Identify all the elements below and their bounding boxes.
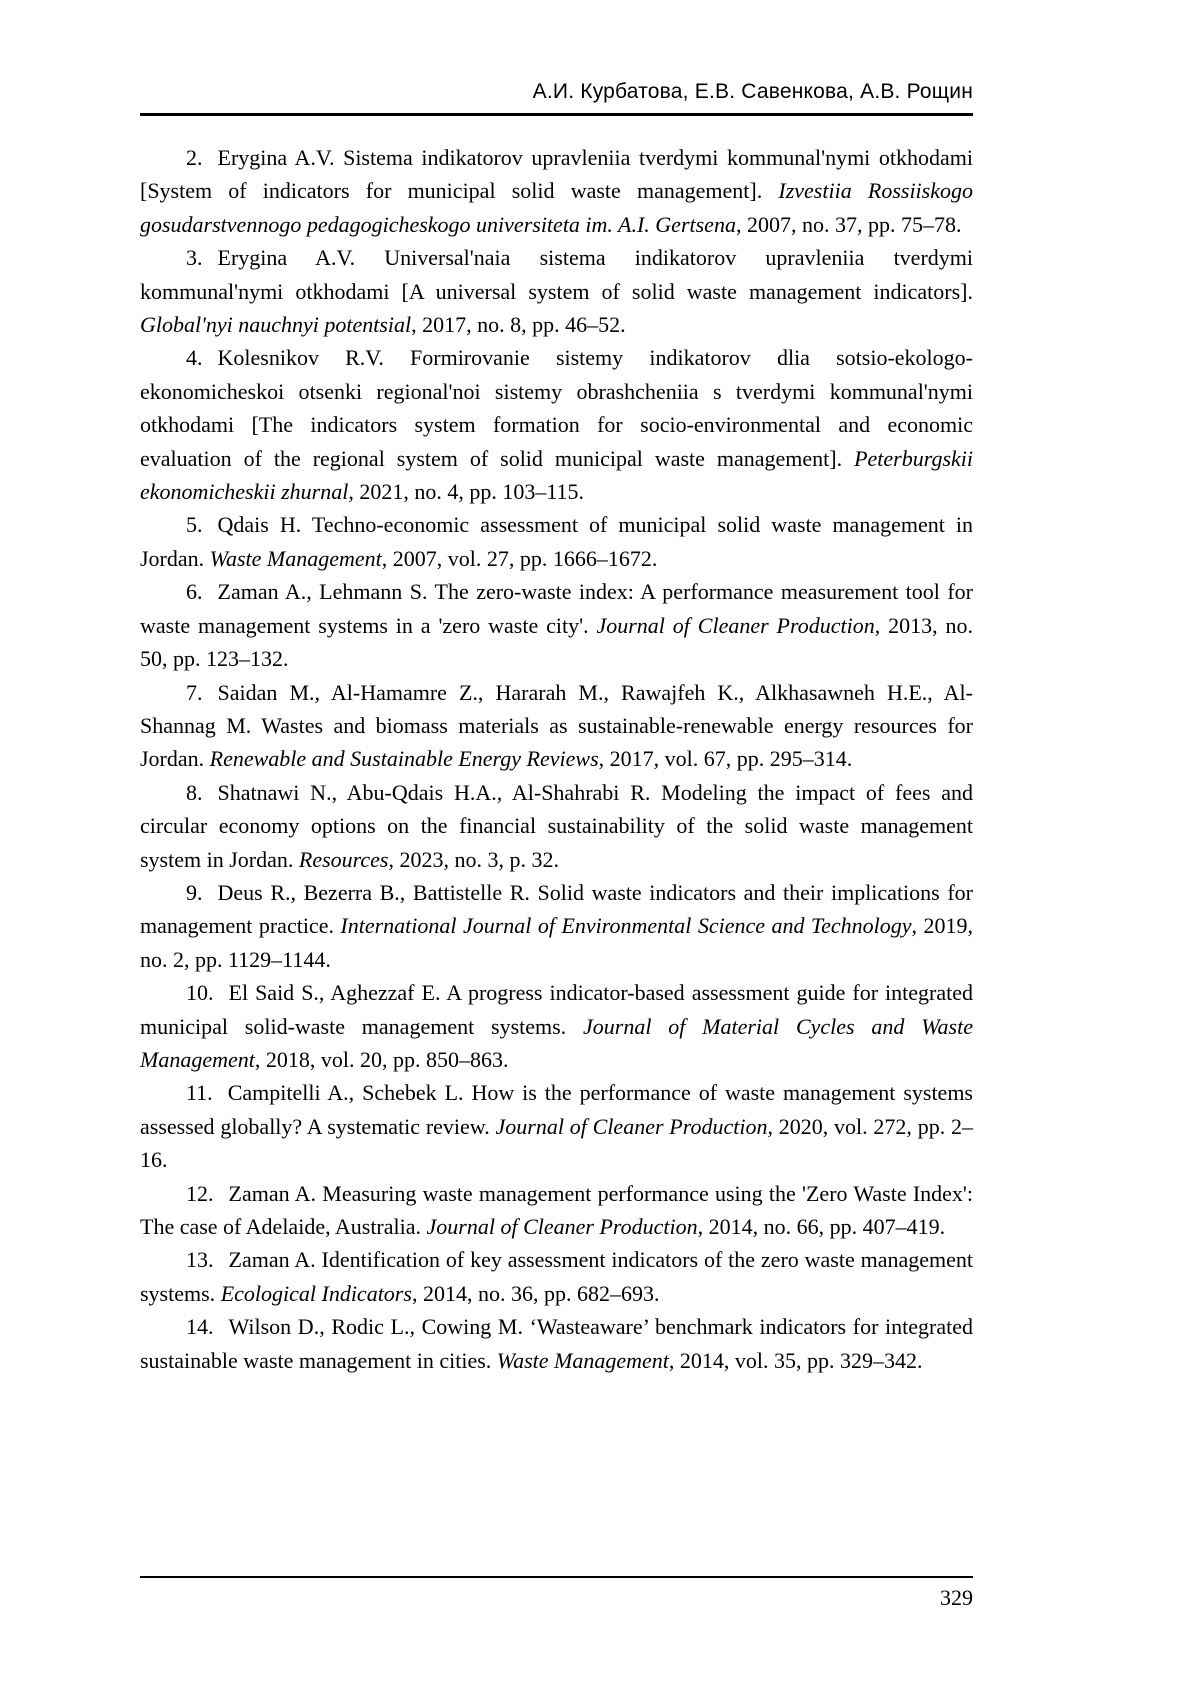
journal-title: Journal of Material Cycles and Waste Management [140,1013,973,1072]
reference-list [140,141,973,1377]
journal-title: Waste Management [496,1347,669,1373]
document-page [140,0,973,1705]
reference-text: Zaman A., Lehmann S. The zero-waste index: A performance measurement tool for waste management systems in a 'zero waste city'. [140,579,973,638]
reference-number: 10. [186,980,214,1006]
reference-item [140,676,973,776]
journal-title: International Journal of Environmental Science and Technology [340,913,912,939]
reference-text: Erygina A.V. Sistema indikatorov upravleniia tverdymi kommunal'nymi otkhodami [System of indicators for municipal solid waste management]. [140,145,973,204]
reference-text: Saidan M., Al-Hamamre Z., Hararah M., Rawajfeh K., Alkhasawneh H.E., Al-Shannag M. Wastes and biomass materials as sustainable-renewable energy resources for Jordan. [140,679,973,772]
reference-text: Deus R., Bezerra B., Battistelle R. Solid waste indicators and their implications for management practice. [140,879,973,939]
reference-item [140,341,973,508]
reference-item [140,241,973,341]
reference-number: 2. [186,145,203,170]
reference-number: 4. [186,345,203,371]
reference-text: Wilson D., Rodic L., Cowing M. ‘Wasteaware’ benchmark indicators for integrated sustainable waste management in cities. [140,1314,973,1373]
reference-text: Zaman A. Measuring waste management performance using the 'Zero Waste Index': The case of Adelaide, Australia. [140,1180,973,1239]
journal-title: Ecological Indicators [220,1280,412,1306]
reference-text: Erygina A.V. Universal'naia sistema indikatorov upravleniia tverdymi kommunal'nymi otkhodami [A universal system of solid waste management indicators]. [140,245,973,304]
reference-text: Kolesnikov R.V. Formirovanie sistemy indikatorov dlia sotsio-ekologo-ekonomicheskoi otsenki regional'noi sistemy obrashcheniia s tverdymi kommunal'nymi otkhodami [The indicators system formation for socio-environmental and economic evaluation of the regional system of solid municipal waste management]. [140,345,973,471]
reference-text: , 2014, no. 66, pp. 407–419. [697,1214,946,1239]
reference-item [140,508,973,575]
reference-text: El Said S., Aghezzaf E. A progress indicator-based assessment guide for integrated municipal solid-waste management systems. [140,980,973,1039]
reference-item [140,1310,973,1377]
reference-item [140,1076,973,1176]
journal-title: Journal of Cleaner Production [596,612,875,638]
reference-text: , 2007, no. 37, pp. 75–78. [735,211,962,237]
reference-text: , 2017, vol. 67, pp. 295–314. [598,746,853,772]
reference-text: , 2023, no. 3, p. 32. [388,846,559,872]
running-head-authors: А.И. Курбатова, Е.В. Савенкова, А.В. Рощин [532,80,973,103]
journal-title: Resources [298,846,389,872]
reference-number: 5. [186,512,203,538]
reference-text: Campitelli A., Schebek L. How is the performance of waste management systems assessed globally? A systematic review. [140,1080,973,1139]
reference-text: Shatnawi N., Abu-Qdais H.A., Al-Shahrabi R. Modeling the impact of fees and circular economy options on the financial sustainability of the solid waste management system in Jordan. [140,779,973,872]
reference-number: 11. [186,1080,213,1106]
journal-title: Journal of Cleaner Production [426,1214,698,1239]
reference-number: 8. [186,779,203,805]
reference-item [140,876,973,976]
reference-text: , 2014, vol. 35, pp. 329–342. [668,1347,923,1373]
reference-number: 6. [186,579,203,605]
reference-text: , 2014, no. 36, pp. 682–693. [411,1280,660,1306]
reference-item [140,1177,973,1244]
journal-title: Global'nyi nauchnyi potentsial [140,312,412,338]
reference-item [140,776,973,876]
reference-number: 13. [186,1247,214,1273]
header-rule [140,113,973,116]
reference-number: 9. [186,879,203,905]
reference-item [140,141,973,241]
reference-text: Zaman A. Identification of key assessment indicators of the zero waste management systems. [140,1247,973,1306]
reference-text: Qdais H. Techno-economic assessment of municipal solid waste management in Jordan. [140,512,973,571]
reference-number: 7. [186,679,203,705]
page-footer [140,1576,973,1611]
journal-title: Journal of Cleaner Production [495,1113,768,1139]
reference-text: , 2013, no. 50, pp. 123–132. [140,612,974,672]
reference-item [140,976,973,1076]
journal-title: Peterburgskii ekonomicheskii zhurnal [140,445,973,505]
reference-text: , 2018, vol. 20, pp. 850–863. [254,1046,509,1072]
page-number: 329 [940,1585,973,1610]
reference-number: 14. [186,1314,214,1340]
journal-title: Renewable and Sustainable Energy Reviews [209,746,599,772]
reference-number: 3. [186,245,203,271]
reference-item [140,575,973,675]
reference-text: , 2007, vol. 27, pp. 1666–1672. [381,545,658,571]
reference-text: , 2020, vol. 272, pp. 2–16. [140,1113,973,1173]
journal-title: Waste Management [209,545,382,571]
reference-text: , 2021, no. 4, pp. 103–115. [348,479,585,505]
reference-number: 12. [186,1180,214,1206]
reference-text: , 2017, no. 8, pp. 46–52. [411,312,626,338]
page-header [140,80,973,116]
reference-item [140,1243,973,1310]
reference-text: , 2019, no. 2, pp. 1129–1144. [140,913,974,972]
journal-title: Izvestiia Rossiiskogo gosudarstvennogo pedagogicheskogo universiteta im. A.I. Gertsena [140,178,974,237]
